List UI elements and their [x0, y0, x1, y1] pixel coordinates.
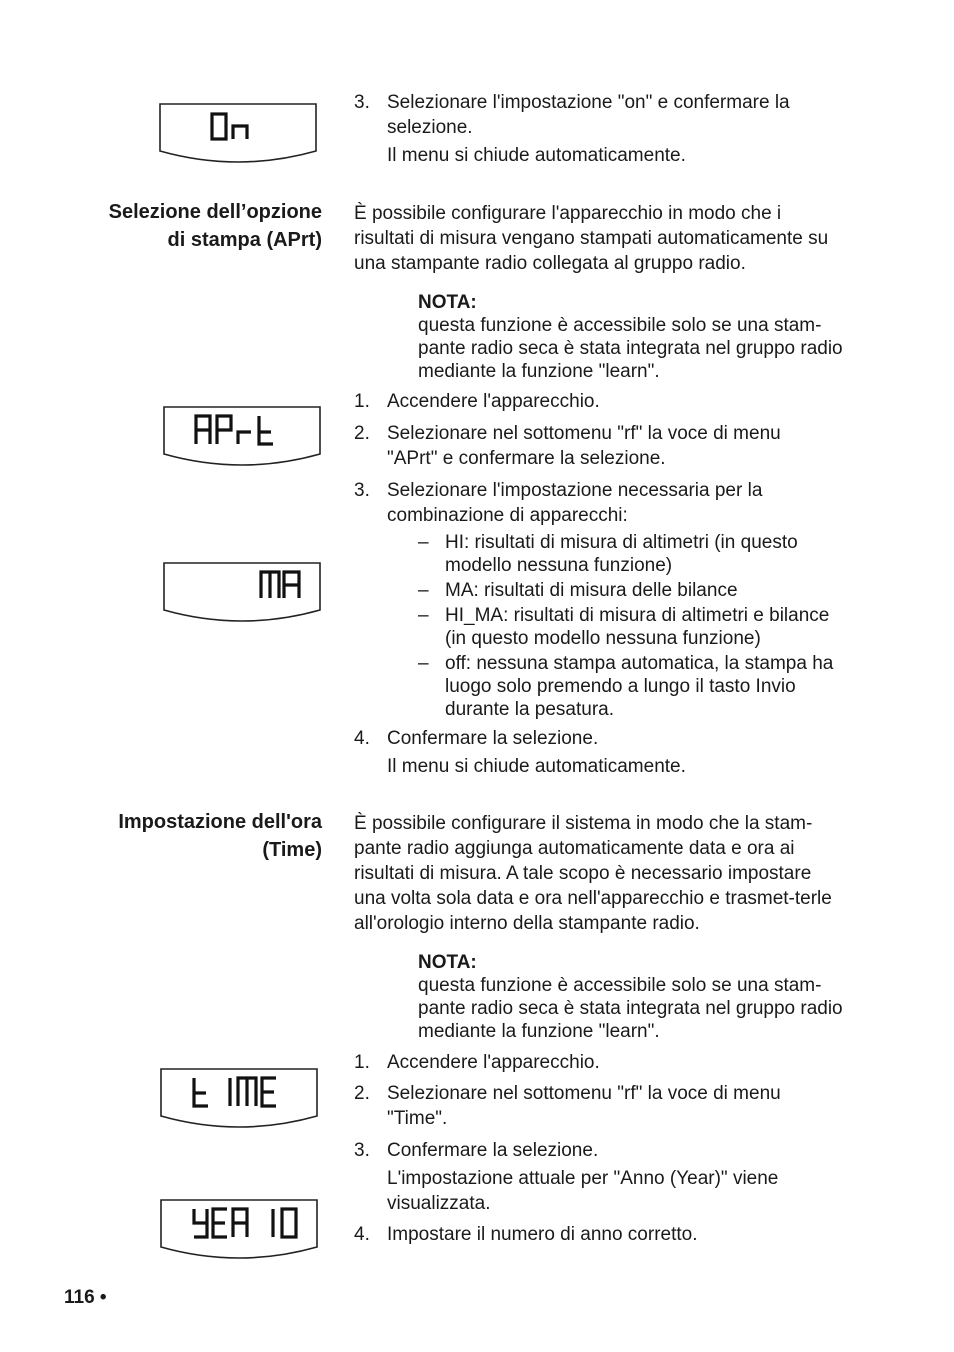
option-text: HI_MA: risultati di misura di altimetri e bilance (in questo modello nessuna funzione)	[445, 605, 830, 649]
note-text: questa funzione è accessibile solo se una stam-pante radio seca è stata integrata nel gruppo radio mediante la funzione "learn".	[418, 975, 843, 1042]
note-time	[418, 951, 848, 1043]
step-number: 3.	[354, 480, 370, 501]
step-number: 1.	[354, 391, 370, 412]
step-text: Accendere l'apparecchio.	[387, 1052, 600, 1073]
dash: –	[418, 580, 429, 601]
time-step-3	[354, 1138, 844, 1216]
step-text: Selezionare l'impostazione necessaria per la combinazione di apparecchi:	[387, 480, 763, 526]
option-hi-ma	[418, 604, 848, 650]
step-number: 4.	[354, 728, 370, 749]
step-result: L'impostazione attuale per "Anno (Year)" viene visualizzata.	[387, 1168, 779, 1214]
step-3-on	[354, 90, 844, 168]
time-step-1	[354, 1050, 844, 1075]
section-intro-time: È possibile configurare il sistema in modo che la stam-pante radio aggiunga automaticamente data e ora ai risultati di misura. A tale scopo è necessario impostare una volta sola data e ora nell'apparecchio e trasmet-terle all'orologio interno della stampante radio.	[354, 813, 832, 934]
lcd-display-ma	[161, 560, 323, 626]
heading-line-1: Selezione dell’opzione	[108, 201, 322, 223]
step-result: Il menu si chiude automaticamente.	[387, 145, 686, 166]
step-text: Selezionare l'impostazione "on" e confermare la selezione.	[387, 92, 790, 138]
time-step-2	[354, 1081, 844, 1131]
step-number: 4.	[354, 1224, 370, 1245]
step-number: 3.	[354, 92, 370, 113]
step-text: Selezionare nel sottomenu "rf" la voce di menu "APrt" e confermare la selezione.	[387, 423, 781, 469]
step-number: 3.	[354, 1140, 370, 1161]
step-number: 2.	[354, 1083, 370, 1104]
option-text: MA: risultati di misura delle bilance	[445, 580, 738, 601]
step-number: 2.	[354, 423, 370, 444]
dash: –	[418, 653, 429, 674]
time-step-4	[354, 1222, 844, 1247]
step-text: Confermare la selezione.	[387, 1140, 599, 1161]
dash: –	[418, 605, 429, 626]
section-intro-aprt: È possibile configurare l'apparecchio in modo che i risultati di misura vengano stampati automaticamente su una stampante radio collegata al gruppo radio.	[354, 203, 829, 274]
step-text: Confermare la selezione.	[387, 728, 599, 749]
heading-line-1: Impostazione dell'ora	[118, 811, 322, 833]
step-text: Selezionare nel sottomenu "rf" la voce di menu "Time".	[387, 1083, 781, 1129]
step-text: Impostare il numero di anno corretto.	[387, 1224, 698, 1245]
heading-line-2: di stampa (APrt)	[167, 229, 322, 251]
aprt-step-3	[354, 478, 844, 528]
section-heading-time	[22, 808, 322, 864]
note-aprt	[418, 291, 848, 383]
aprt-step-1	[354, 389, 844, 414]
lcd-display-year	[158, 1197, 320, 1263]
lcd-display-time	[158, 1066, 320, 1132]
option-text: HI: risultati di misura di altimetri (in questo modello nessuna funzione)	[445, 532, 798, 576]
option-text: off: nessuna stampa automatica, la stampa ha luogo solo premendo a lungo il tasto Invio durante la pesatura.	[445, 653, 834, 720]
note-label: NOTA:	[418, 292, 477, 313]
option-hi	[418, 531, 848, 577]
aprt-step-4	[354, 726, 844, 779]
section-heading-aprt	[22, 198, 322, 254]
option-ma	[418, 579, 848, 602]
lcd-display-aprt	[161, 404, 323, 470]
note-label: NOTA:	[418, 952, 477, 973]
step-result: Il menu si chiude automaticamente.	[387, 756, 686, 777]
note-text: questa funzione è accessibile solo se una stam-pante radio seca è stata integrata nel gruppo radio mediante la funzione "learn".	[418, 315, 843, 382]
option-off	[418, 652, 848, 721]
step-number: 1.	[354, 1052, 370, 1073]
page-number: 116 •	[64, 1287, 107, 1308]
heading-line-2: (Time)	[262, 839, 322, 861]
dash: –	[418, 532, 429, 553]
step-text: Accendere l'apparecchio.	[387, 391, 600, 412]
aprt-step-2	[354, 421, 844, 471]
lcd-display-on	[157, 101, 319, 167]
